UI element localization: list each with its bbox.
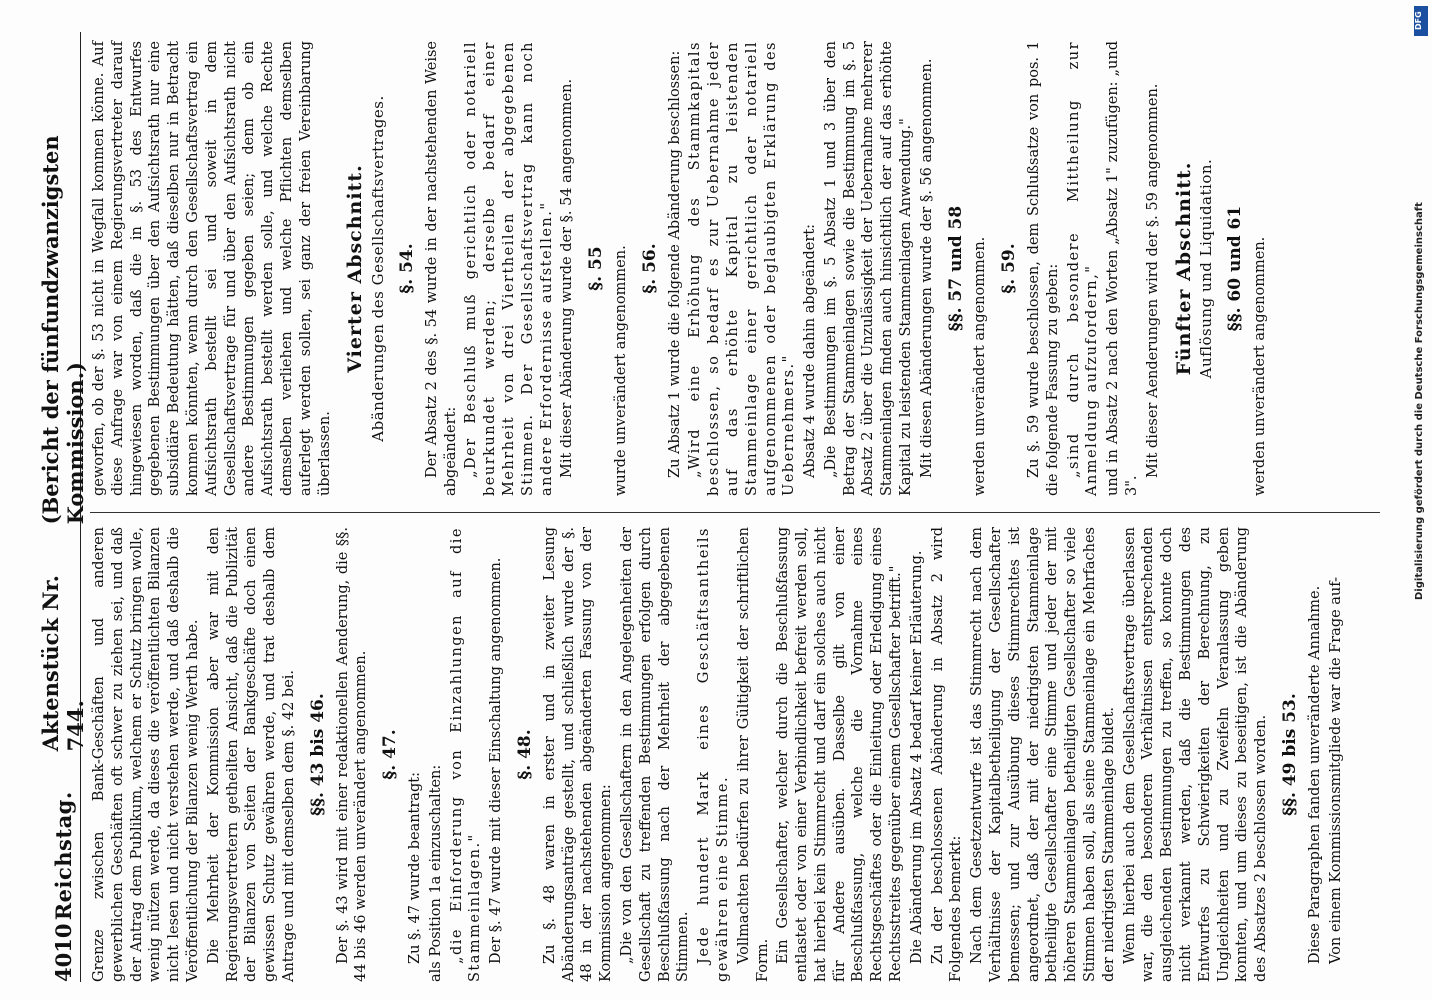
quote: „Die von den Gesellschaftern in den Angelegenheiten der Gesellschaft zu treffenden Bestimmungen erfolgen durch Beschlußfassung nach der Mehrheit der abgegebenen Stimmen. (618, 527, 692, 982)
paragraph: Grenze zwischen Bank-Geschäften und anderen gewerblichen Geschäften oft schwer zu ziehen sei, und daß der Antrag dem Publikum, welchem er Schutz bringen wolle, wenig nützen werde, da dieses die veröffentlichten Bilanzen nicht lesen und nicht verstehen werde, und daß deshalb die Veröffentlichung der Bilanzen wenig Werth habe. (91, 527, 201, 982)
paragraph: Zu §. 59 wurde beschlossen, dem Schlußsatze von pos. 1 die folgende Fassung zu geben: (1026, 41, 1061, 496)
paragraph: Die Mehrheit der Kommission aber war mit den Regierungsvertretern getheilten Ansicht, daß die Publizität der Bilanzen von Seiten der Bankgeschäfte doch einen gewissen Schutz gewähren werde, und trat deshalb dem Antrage und mit demselben dem §. 42 bei. (205, 527, 297, 982)
digitization-note-text: Digitalisierung gefördert durch die Deutsche Forschungsgemeinschaft (1414, 202, 1425, 600)
paragraph: geworfen, ob der §. 53 nicht in Wegfall kommen könne. Auf diese Anfrage war von einem Regierungsvertreter darauf hingewiesen worden, daß die in §. 53 des Entwurfes gegebenen Bestimmungen über den Aufsichtsrath nur eine subsidiäre Bedeutung hätten, daß dieselben nur in Betracht kommen könnten, wenn durch den Gesellschaftsvertrag ein Aufsichtsrath bestellt sei und soweit in dem Gesellschaftsvertrage für und über den Aufsichtsrath nicht andere Bestimmungen gegeben seien; denn ob ein Aufsichtsrath bestellt werden solle, und welche Rechte demselben verliehen und welche Pflichten demselben auferlegt werden sollen, sei ganz der freien Vereinbarung überlassen. (91, 41, 333, 496)
header-left: Reichstag. (50, 791, 76, 921)
header-middle: Aktenstück Nr. 744. (38, 575, 88, 752)
right-column (90, 41, 1376, 496)
paragraph: Diese Paragraphen fanden unveränderte Annahme. (1306, 585, 1323, 964)
section-title: §. 48. (514, 729, 535, 780)
running-title: (Bericht der fünfundzwanzigsten Kommission.) (38, 135, 88, 525)
section-title: §§. 60 und 61 (1225, 205, 1246, 332)
dfg-logo: DFG (1414, 6, 1428, 36)
quote: „die Einforderung von Einzahlungen auf die Stammeinlagen." (448, 527, 484, 982)
quote: Vollmachten bedürfen zu ihrer Gültigkeit der schriftlichen Form. (735, 527, 771, 982)
paragraph: Mit diesen Abänderungen wurde der §. 56 angenommen. (918, 58, 935, 478)
part-title: Vierter Abschnitt. (344, 164, 367, 373)
paragraph: Die Abänderung im Absatz 4 bedarf keiner Erläuterung. (908, 550, 925, 964)
page-number: 4010 (50, 923, 76, 982)
paragraph: Zu §. 48 waren in erster und in zweiter Lesung Abänderungsanträge gestellt, und schließlich wurde der §. 48 in der nachstehenden abgeänderten Fassung von der Kommission angenommen: (541, 527, 615, 982)
section-title: §. 55 (586, 246, 607, 291)
quote: „Der Beschluß muß gerichtlich oder notariell beurkundet werden; derselbe bedarf einer Mehrheit von drei Viertheilen der abgegebenen Stimmen. Der Gesellschaftsvertrag kann noch andere Erfordernisse aufstellen." (463, 41, 555, 496)
quote: „Die Bestimmungen im §. 5 Absatz 1 und 3 über den Betrag der Stammeinlagen sowie die Bestimmung im §. 5 Absatz 2 über die Unzulässigkeit der Uebernahme mehrerer Stammeinlagen finden auch hinsichtlich der auf das erhöhte Kapital zu leistenden Stammeinlagen Anwendung." (822, 41, 915, 496)
part-title: Fünfter Abschnitt. (1172, 161, 1195, 376)
paragraph: Von einem Kommissionsmitgliede war die Frage auf- (1327, 576, 1344, 964)
part-subtitle: Abänderungen des Gesellschaftsvertrages. (369, 95, 388, 442)
paragraph: und in Absatz 2 nach den Worten „Absatz 1" zuzufügen: „und 3". (1105, 41, 1141, 496)
part-subtitle: Auflösung und Liquidation. (1197, 158, 1216, 379)
paragraph: Zu §. 47 wurde beantragt: (406, 772, 423, 964)
paragraph: Zu der beschlossenen Abänderung in Absatz 2 wird Folgendes bemerkt: (929, 527, 965, 982)
section-title: §. 59. (999, 243, 1020, 294)
section-title: §. 54. (396, 243, 417, 294)
quote: Ein Gesellschafter, welcher durch die Beschlußfassung entlastet oder von einer Verbindlichkeit befreit werden soll, hat hierbei kein Stimmrecht und darf ein solches auch nicht für Andere ausüben. Dasselbe gilt von einer Beschlußfassung, welche die Vornahme eines Rechtsgeschäftes oder die Einleitung oder Erledigung eines Rechtsstreites gegenüber einem Gesellschafter betrifft." (775, 527, 905, 982)
paragraph: als Position 1a einzuschalten: (427, 764, 444, 982)
rotated-page-content (38, 32, 1376, 982)
section-title: §. 56. (639, 243, 660, 294)
section-title: §§. 57 und 58 (945, 205, 966, 332)
paragraph: werden unverändert angenommen. (1252, 236, 1269, 496)
paragraph: werden unverändert angenommen. (972, 236, 989, 496)
paragraph: Der Absatz 2 des §. 54 wurde in der nachstehenden Weise abgeändert: (423, 41, 459, 496)
quote: „sind durch besondere Mittheilung zur Anmeldung aufzufordern," (1065, 41, 1101, 496)
section-title: §. 47. (380, 729, 401, 780)
section-title: §§. 49 bis 53. (1280, 693, 1301, 816)
paragraph: Der §. 47 wurde mit dieser Einschaltung angenommen. (488, 557, 505, 964)
paragraph: Absatz 4 wurde dahin abgeändert: (802, 223, 819, 478)
page-header (38, 32, 88, 982)
paragraph: Nach dem Gesetzentwurfe ist das Stimmrecht nach dem Verhältnisse der Kapitalbetheiligung der Gesellschafter bemessen; und zur Ausübung dieses Stimmrechtes ist angeordnet, daß der mit der niedrigsten Stammeinlage betheiligte Gesellschafter eine Stimme und jeder der mit höheren Stammeinlagen betheiligten Gesellschafter so viele Stimmen haben soll, als seine Stammeinlage ein Mehrfaches der niedrigsten Stammeinlage bildet. (969, 527, 1117, 982)
paragraph: wurde unverändert angenommen. (612, 245, 629, 496)
paragraph: Mit dieser Aenderungen wird der §. 59 angenommen. (1144, 83, 1161, 478)
quote: Jede hundert Mark eines Geschäftsantheils gewähren eine Stimme. (696, 527, 731, 982)
paragraph: Mit dieser Abänderung wurde der §. 54 angenommen. (559, 78, 576, 478)
left-column (90, 527, 1376, 982)
paragraph: Der §. 43 wird mit einer redaktionellen Aenderung, die §§. 44 bis 46 werden unverändert angenommen. (334, 527, 370, 982)
column-divider (90, 512, 1380, 513)
quote: „Wird eine Erhöhung des Stammkapitals beschlossen, so bedarf es zur Uebernahme jeder auf das erhöhte Kapital zu leistenden Stammeinlage einer gerichtlich oder notariell aufgenommenen oder beglaubigten Erklärung des Uebernehmers." (687, 41, 798, 496)
paragraph: Zu Absatz 1 wurde die folgende Abänderung beschlossen: (666, 50, 683, 478)
section-title: §§. 43 bis 46. (307, 693, 328, 816)
paragraph: Wenn hierbei auch dem Gesellschaftsvertrage überlassen war, die den besonderen Verhältnissen entsprechenden ausgleichenden Bestimmungen zu treffen, so konnte doch nicht verkannt werden, daß die Bestimmungen des Entwurfes zu Schwierigkeiten der Berechnung, zu Ungleichheiten und zu Zweifeln Veranlassung geben konnten, und um dieses zu beseitigen, ist die Abänderung des Absatzes 2 beschlossen worden. (1121, 527, 1270, 982)
digitization-note (1414, 40, 1428, 600)
